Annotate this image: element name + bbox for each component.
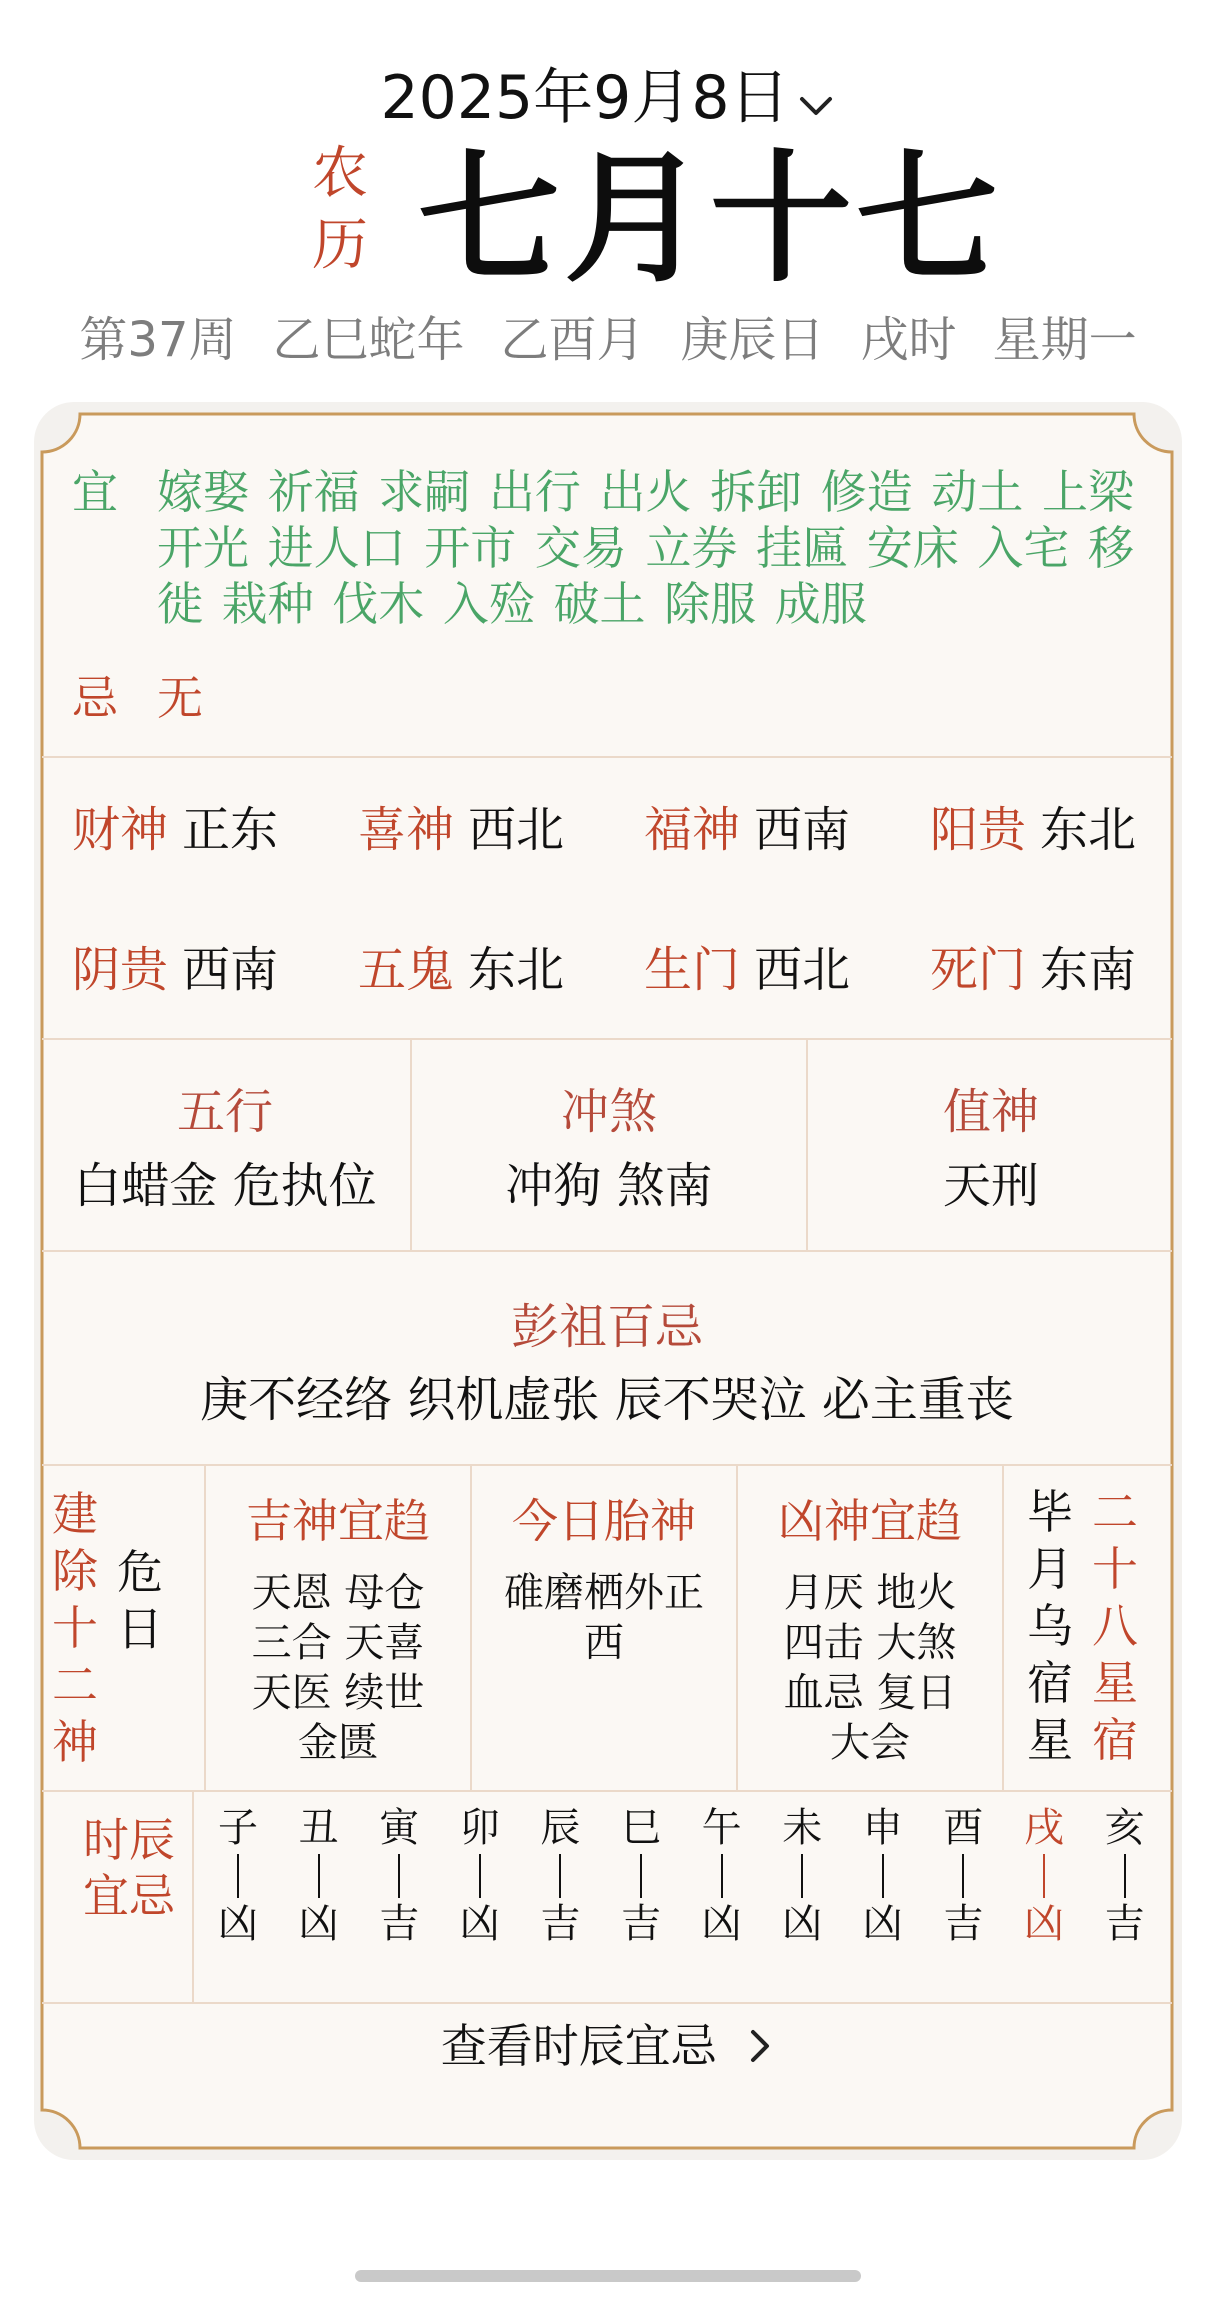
god-shengmen: 生门 西北 xyxy=(644,942,851,998)
taishen-line: 碓磨栖外正 xyxy=(504,1570,704,1616)
hour-luck: 凶 xyxy=(218,1901,258,1947)
god-yingui: 阴贵 西南 xyxy=(72,942,279,998)
date-info-item: 星期一 xyxy=(992,312,1137,368)
hour-connector xyxy=(640,1854,642,1898)
hour-branch: 未 xyxy=(782,1805,823,1851)
hour-luck: 凶 xyxy=(862,1901,903,1947)
view-hours-label: 查看时辰宜忌 xyxy=(440,2019,717,2073)
hour-luck: 吉 xyxy=(540,1901,581,1947)
hour-item[interactable] xyxy=(692,1804,752,1948)
divider xyxy=(42,2002,1172,2004)
jishen-title: 吉神宜趋 xyxy=(246,1494,430,1548)
wuxing-title: 五行 xyxy=(176,1084,273,1140)
hour-branch: 午 xyxy=(701,1805,742,1851)
lunar-label xyxy=(305,138,375,282)
hour-item[interactable] xyxy=(369,1804,429,1948)
vertical-char: 神 xyxy=(52,1715,98,1769)
pengzu-text: 庚不经络 织机虚张 辰不哭泣 必主重丧 xyxy=(200,1372,1014,1428)
ji-text: 无 xyxy=(157,671,203,725)
hour-connector xyxy=(318,1854,320,1898)
vertical-char: 星 xyxy=(1027,1713,1073,1767)
god-wugui: 五鬼 东北 xyxy=(358,942,565,998)
date-info-row xyxy=(0,308,1216,372)
vertical-char: 宿 xyxy=(1092,1713,1138,1767)
hour-luck: 吉 xyxy=(943,1901,984,1947)
vertical-char: 二 xyxy=(1092,1485,1138,1539)
xiongshen-line: 月厌 地火 xyxy=(783,1570,957,1616)
date-info-item: 乙巳蛇年 xyxy=(272,312,465,368)
date-info-item: 第37周 xyxy=(79,312,237,368)
chevron-right-icon xyxy=(749,2020,773,2080)
vertical-char: 毕 xyxy=(1027,1485,1073,1539)
vertical-char: 十 xyxy=(1092,1542,1138,1596)
hours-label xyxy=(54,1812,204,1924)
hour-branch: 辰 xyxy=(540,1805,581,1851)
date-text: 2025年9月8日 xyxy=(380,63,790,133)
hour-luck: 吉 xyxy=(621,1901,661,1947)
hour-luck: 凶 xyxy=(459,1901,500,1947)
hour-connector xyxy=(801,1854,803,1898)
hour-connector xyxy=(721,1854,723,1898)
divider xyxy=(1002,1466,1004,1790)
vertical-char: 二 xyxy=(52,1658,98,1712)
jianchu-value xyxy=(115,1544,165,1658)
lunar-date: 七月十七 xyxy=(418,137,1002,302)
hour-luck: 凶 xyxy=(1024,1901,1064,1947)
jishen-line: 三合 天喜 xyxy=(251,1620,425,1666)
date-info-item: 乙酉月 xyxy=(500,312,645,368)
hour-item[interactable] xyxy=(772,1804,832,1948)
hour-luck: 凶 xyxy=(298,1901,339,1947)
hour-item[interactable] xyxy=(1014,1804,1074,1948)
divider xyxy=(42,1250,1172,1252)
hour-branch: 子 xyxy=(218,1805,258,1851)
zhishen-value: 天刑 xyxy=(942,1158,1039,1214)
divider xyxy=(42,1790,1172,1792)
almanac-card xyxy=(40,412,1174,2150)
hour-item[interactable] xyxy=(289,1804,349,1948)
hour-branch: 戌 xyxy=(1024,1805,1064,1851)
yi-text: 嫁娶 祈福 求嗣 出行 出火 拆卸 修造 动土 上梁 开光 进人口 开市 交易 立券 挂匾 安床 入宅 移徙 栽种 伐木 入殓 破土 除服 成服 xyxy=(157,465,1134,631)
date-info-item: 戌时 xyxy=(860,312,957,368)
vertical-char: 宿 xyxy=(1027,1656,1073,1710)
hours-label-line: 时辰 xyxy=(83,1813,175,1867)
taishen-line: 西 xyxy=(584,1620,624,1666)
hour-connector xyxy=(962,1854,964,1898)
wuxing-value: 白蜡金 危执位 xyxy=(73,1158,377,1214)
date-info-item: 庚辰日 xyxy=(680,312,825,368)
hour-luck: 吉 xyxy=(1104,1901,1145,1947)
xiongshen-line: 大会 xyxy=(830,1720,910,1766)
divider xyxy=(42,1038,1172,1040)
lunar-label-char-1: 农 xyxy=(312,141,368,206)
jishen-list xyxy=(206,1568,470,1768)
hour-item[interactable] xyxy=(208,1804,268,1948)
hours-label-line: 宜忌 xyxy=(83,1869,175,1923)
hour-item[interactable] xyxy=(530,1804,590,1948)
god-fushen: 福神 西南 xyxy=(644,802,851,858)
view-hours-button[interactable] xyxy=(40,2016,1174,2080)
god-yanggui: 阳贵 东北 xyxy=(930,802,1137,858)
zhishen-title: 值神 xyxy=(942,1084,1039,1140)
jishen-line: 金匮 xyxy=(298,1720,378,1766)
hour-connector xyxy=(479,1854,481,1898)
vertical-char: 星 xyxy=(1092,1656,1138,1710)
vertical-char: 乌 xyxy=(1027,1599,1073,1653)
chongsha-cell xyxy=(412,1082,806,1216)
hour-branch: 寅 xyxy=(379,1805,420,1851)
hour-item[interactable] xyxy=(1095,1804,1155,1948)
jianchu-label xyxy=(50,1486,100,1771)
zhishen-cell xyxy=(808,1082,1174,1216)
god-simen: 死门 东南 xyxy=(930,942,1137,998)
ji-label: 忌 xyxy=(72,671,118,725)
xiongshen-line: 血忌 复日 xyxy=(783,1670,957,1716)
hour-luck: 凶 xyxy=(782,1901,823,1947)
divider xyxy=(42,756,1172,758)
hour-branch: 亥 xyxy=(1104,1805,1145,1851)
god-caishen: 财神 正东 xyxy=(72,802,279,858)
lunar-label-char-2: 历 xyxy=(312,213,368,278)
header xyxy=(0,0,1216,400)
hour-luck: 凶 xyxy=(701,1901,742,1947)
vertical-char: 月 xyxy=(1027,1542,1073,1596)
xiongshen-title: 凶神宜趋 xyxy=(778,1494,962,1548)
hour-branch: 酉 xyxy=(943,1805,984,1851)
hour-branch: 卯 xyxy=(459,1805,500,1851)
hour-branch: 申 xyxy=(862,1805,903,1851)
god-xishen: 喜神 西北 xyxy=(358,802,565,858)
xiongshen-line: 四击 大煞 xyxy=(783,1620,957,1666)
vertical-char: 十 xyxy=(52,1601,98,1655)
hour-branch: 丑 xyxy=(298,1805,339,1851)
wuxing-cell xyxy=(40,1082,410,1216)
hour-connector xyxy=(882,1854,884,1898)
hour-branch: 巳 xyxy=(621,1805,661,1851)
jishen-line: 天恩 母仓 xyxy=(251,1570,425,1616)
vertical-char: 建 xyxy=(52,1487,98,1541)
chevron-down-icon xyxy=(796,61,836,141)
xiu-label xyxy=(1090,1484,1140,1769)
chongsha-value: 冲狗 煞南 xyxy=(505,1158,713,1214)
vertical-char: 八 xyxy=(1092,1599,1138,1653)
jishen-line: 天医 续世 xyxy=(251,1670,425,1716)
hour-item[interactable] xyxy=(853,1804,913,1948)
hour-item[interactable] xyxy=(450,1804,510,1948)
yi-label: 宜 xyxy=(72,465,118,519)
hour-item[interactable] xyxy=(611,1804,671,1948)
hour-connector xyxy=(559,1854,561,1898)
hour-connector xyxy=(398,1854,400,1898)
hour-connector xyxy=(237,1854,239,1898)
home-indicator[interactable] xyxy=(355,2270,861,2282)
hour-luck: 吉 xyxy=(379,1901,420,1947)
pengzu-title: 彭祖百忌 xyxy=(510,1299,703,1355)
xiongshen-list xyxy=(738,1568,1002,1768)
taishen-title: 今日胎神 xyxy=(512,1494,696,1548)
vertical-char: 危 xyxy=(117,1545,163,1599)
hour-connector xyxy=(1043,1854,1045,1898)
xiu-value xyxy=(1025,1484,1075,1769)
chongsha-title: 冲煞 xyxy=(560,1084,657,1140)
hour-connector xyxy=(1124,1854,1126,1898)
hour-item[interactable] xyxy=(933,1804,993,1948)
taishen-text xyxy=(472,1568,736,1668)
date-selector[interactable] xyxy=(0,58,1216,141)
vertical-char: 除 xyxy=(52,1544,98,1598)
vertical-char: 日 xyxy=(117,1602,163,1656)
